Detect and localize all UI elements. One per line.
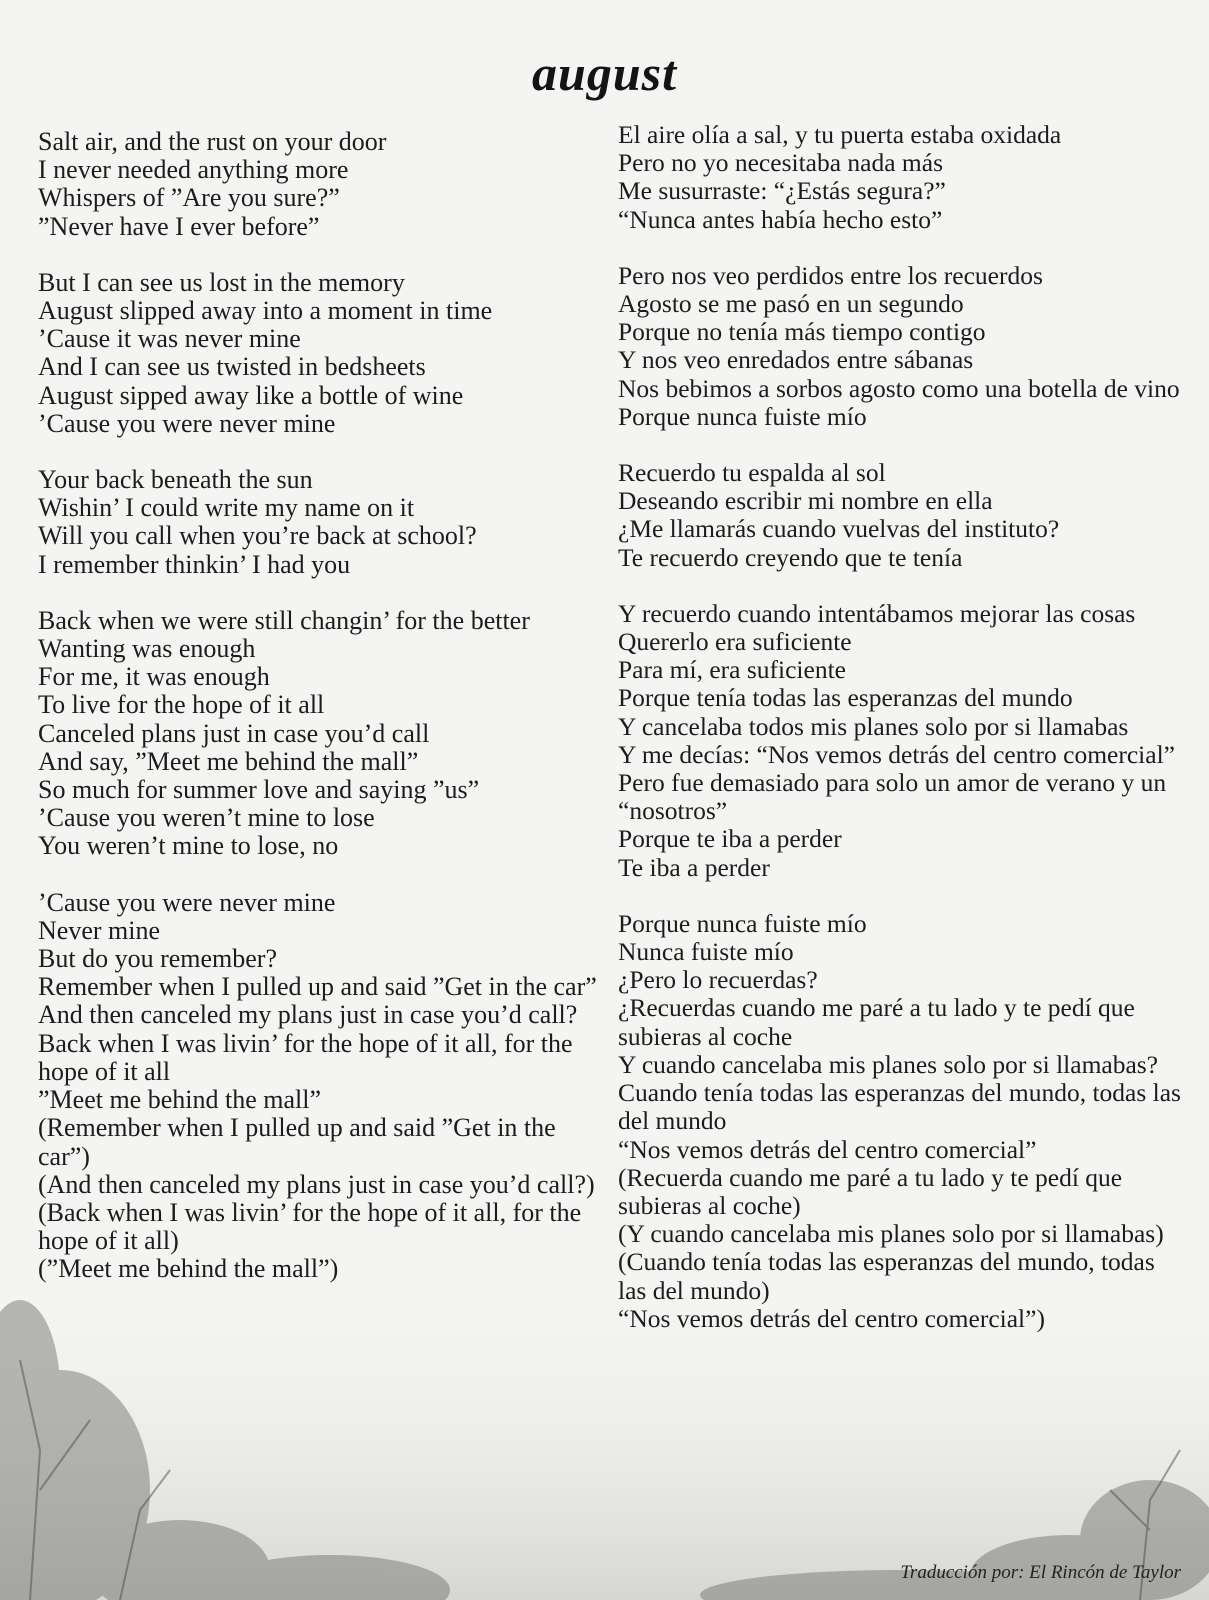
spanish-lyric-line: Te iba a perder <box>618 852 770 882</box>
spanish-lyric-line: “Nunca antes había hecho esto” <box>618 204 943 234</box>
english-lyric-line: August slipped away into a moment in time <box>38 296 493 326</box>
english-lyric-line: To live for the hope of it all <box>38 690 325 720</box>
spanish-lyric-line: Y recuerdo cuando intentábamos mejorar las cosas <box>618 598 1136 628</box>
spanish-lyric-line: Quererlo era suficiente <box>618 627 852 657</box>
english-lyric-line: (Back when I was livin’ for the hope of it all, for the hope of it all) <box>38 1197 582 1256</box>
english-lyric-line: (”Meet me behind the mall”) <box>38 1254 339 1284</box>
english-lyric-line: ”Meet me behind the mall” <box>38 1085 322 1115</box>
english-lyric-line: So much for summer love and saying ”us” <box>38 775 480 805</box>
english-stanza <box>38 889 598 1284</box>
spanish-lyric-line: Porque no tenía más tiempo contigo <box>618 317 986 347</box>
spanish-lyric-line: (Y cuando cancelaba mis planes solo por si llamabas) <box>618 1219 1164 1249</box>
spanish-lyric-line: “Nos vemos detrás del centro comercial”) <box>618 1303 1045 1333</box>
spanish-lyric-line: Porque nunca fuiste mío <box>618 908 867 938</box>
spanish-lyric-line: Te recuerdo creyendo que te tenía <box>618 542 963 572</box>
english-lyric-line: And I can see us twisted in bedsheets <box>38 352 426 382</box>
english-lyric-line: ’Cause you were never mine <box>38 887 336 917</box>
english-lyric-line: Remember when I pulled up and said ”Get in the car” <box>38 972 597 1002</box>
spanish-lyric-line: ¿Recuerdas cuando me paré a tu lado y te pedí que subieras al coche <box>618 993 1135 1051</box>
english-stanza <box>38 607 598 861</box>
english-lyric-line: You weren’t mine to lose, no <box>38 831 339 861</box>
english-lyric-line: I never needed anything more <box>38 155 349 185</box>
english-lyrics-column <box>38 128 598 1312</box>
english-lyric-line: ’Cause you weren’t mine to lose <box>38 803 375 833</box>
english-lyric-line: But do you remember? <box>38 944 277 974</box>
english-stanza <box>38 269 598 438</box>
english-lyric-line: ’Cause you were never mine <box>38 408 336 438</box>
english-lyric-line: ’Cause it was never mine <box>38 324 301 354</box>
spanish-lyric-line: ¿Me llamarás cuando vuelvas del instituto? <box>618 514 1060 544</box>
spanish-lyric-line: (Cuando tenía todas las esperanzas del mundo, todas las del mundo) <box>618 1247 1155 1305</box>
spanish-lyric-line: Agosto se me pasó en un segundo <box>618 289 964 319</box>
english-lyric-line: I remember thinkin’ I had you <box>38 549 351 579</box>
spanish-stanza <box>618 262 1188 431</box>
spanish-lyric-line: Y me decías: “Nos vemos detrás del centro comercial” <box>618 739 1175 769</box>
spanish-lyric-line: Y cuando cancelaba mis planes solo por si llamabas? <box>618 1049 1159 1079</box>
english-lyric-line: (And then canceled my plans just in case you’d call?) <box>38 1169 595 1199</box>
spanish-lyric-line: Porque te iba a perder <box>618 824 842 854</box>
spanish-lyric-line: Pero fue demasiado para solo un amor de verano y un “nosotros” <box>618 768 1167 826</box>
english-lyric-line: Wanting was enough <box>38 634 256 664</box>
english-lyric-line: Back when we were still changin’ for the better <box>38 605 530 635</box>
english-stanza <box>38 128 598 241</box>
spanish-lyric-line: ¿Pero lo recuerdas? <box>618 965 818 995</box>
english-lyric-line: Your back beneath the sun <box>38 465 313 495</box>
english-lyric-line: Salt air, and the rust on your door <box>38 127 387 156</box>
english-lyric-line: ”Never have I ever before” <box>38 211 320 241</box>
english-lyric-line: Will you call when you’re back at school? <box>38 521 477 551</box>
spanish-lyric-line: Y cancelaba todos mis planes solo por si llamabas <box>618 711 1129 741</box>
spanish-lyric-line: “Nos vemos detrás del centro comercial” <box>618 1134 1037 1164</box>
english-lyric-line: Never mine <box>38 915 161 945</box>
english-lyric-line: August sipped away like a bottle of wine <box>38 380 464 410</box>
spanish-lyric-line: Recuerdo tu espalda al sol <box>618 458 886 488</box>
spanish-lyric-line: El aire olía a sal, y tu puerta estaba oxidada <box>618 120 1062 149</box>
spanish-translation-column <box>618 121 1188 1361</box>
english-stanza <box>38 466 598 579</box>
song-title: august <box>532 45 677 101</box>
spanish-lyric-line: Nunca fuiste mío <box>618 937 794 967</box>
english-lyric-line: Canceled plans just in case you’d call <box>38 718 430 748</box>
spanish-lyric-line: Porque nunca fuiste mío <box>618 401 867 431</box>
english-lyric-line: But I can see us lost in the memory <box>38 267 405 297</box>
spanish-stanza <box>618 600 1188 882</box>
english-lyric-line: For me, it was enough <box>38 662 270 692</box>
spanish-lyric-line: Cuando tenía todas las esperanzas del mundo, todas las del mundo <box>618 1078 1181 1136</box>
spanish-lyric-line: Porque tenía todas las esperanzas del mundo <box>618 683 1073 713</box>
english-lyric-line: And then canceled my plans just in case you’d call? <box>38 1000 578 1030</box>
spanish-lyric-line: Pero nos veo perdidos entre los recuerdos <box>618 260 1043 290</box>
english-lyric-line: And say, ”Meet me behind the mall” <box>38 746 419 776</box>
english-lyric-line: Whispers of ”Are you sure?” <box>38 183 340 213</box>
spanish-stanza <box>618 910 1188 1333</box>
spanish-lyric-line: Deseando escribir mi nombre en ella <box>618 486 993 516</box>
spanish-lyric-line: Pero no yo necesitaba nada más <box>618 148 944 178</box>
translation-credit: Traducción por: El Rincón de Taylor <box>900 1562 1181 1583</box>
spanish-lyric-line: Para mí, era suficiente <box>618 655 846 685</box>
english-lyric-line: Wishin’ I could write my name on it <box>38 493 415 523</box>
spanish-stanza <box>618 459 1188 572</box>
english-lyric-line: (Remember when I pulled up and said ”Get in the car”) <box>38 1113 556 1171</box>
spanish-stanza <box>618 121 1188 234</box>
spanish-lyric-line: Y nos veo enredados entre sábanas <box>618 345 974 375</box>
english-lyric-line: Back when I was livin’ for the hope of it all, for the hope of it all <box>38 1028 573 1086</box>
spanish-lyric-line: Nos bebimos a sorbos agosto como una botella de vino <box>618 373 1180 403</box>
spanish-lyric-line: Me susurraste: “¿Estás segura?” <box>618 176 946 206</box>
spanish-lyric-line: (Recuerda cuando me paré a tu lado y te pedí que subieras al coche) <box>618 1162 1123 1220</box>
